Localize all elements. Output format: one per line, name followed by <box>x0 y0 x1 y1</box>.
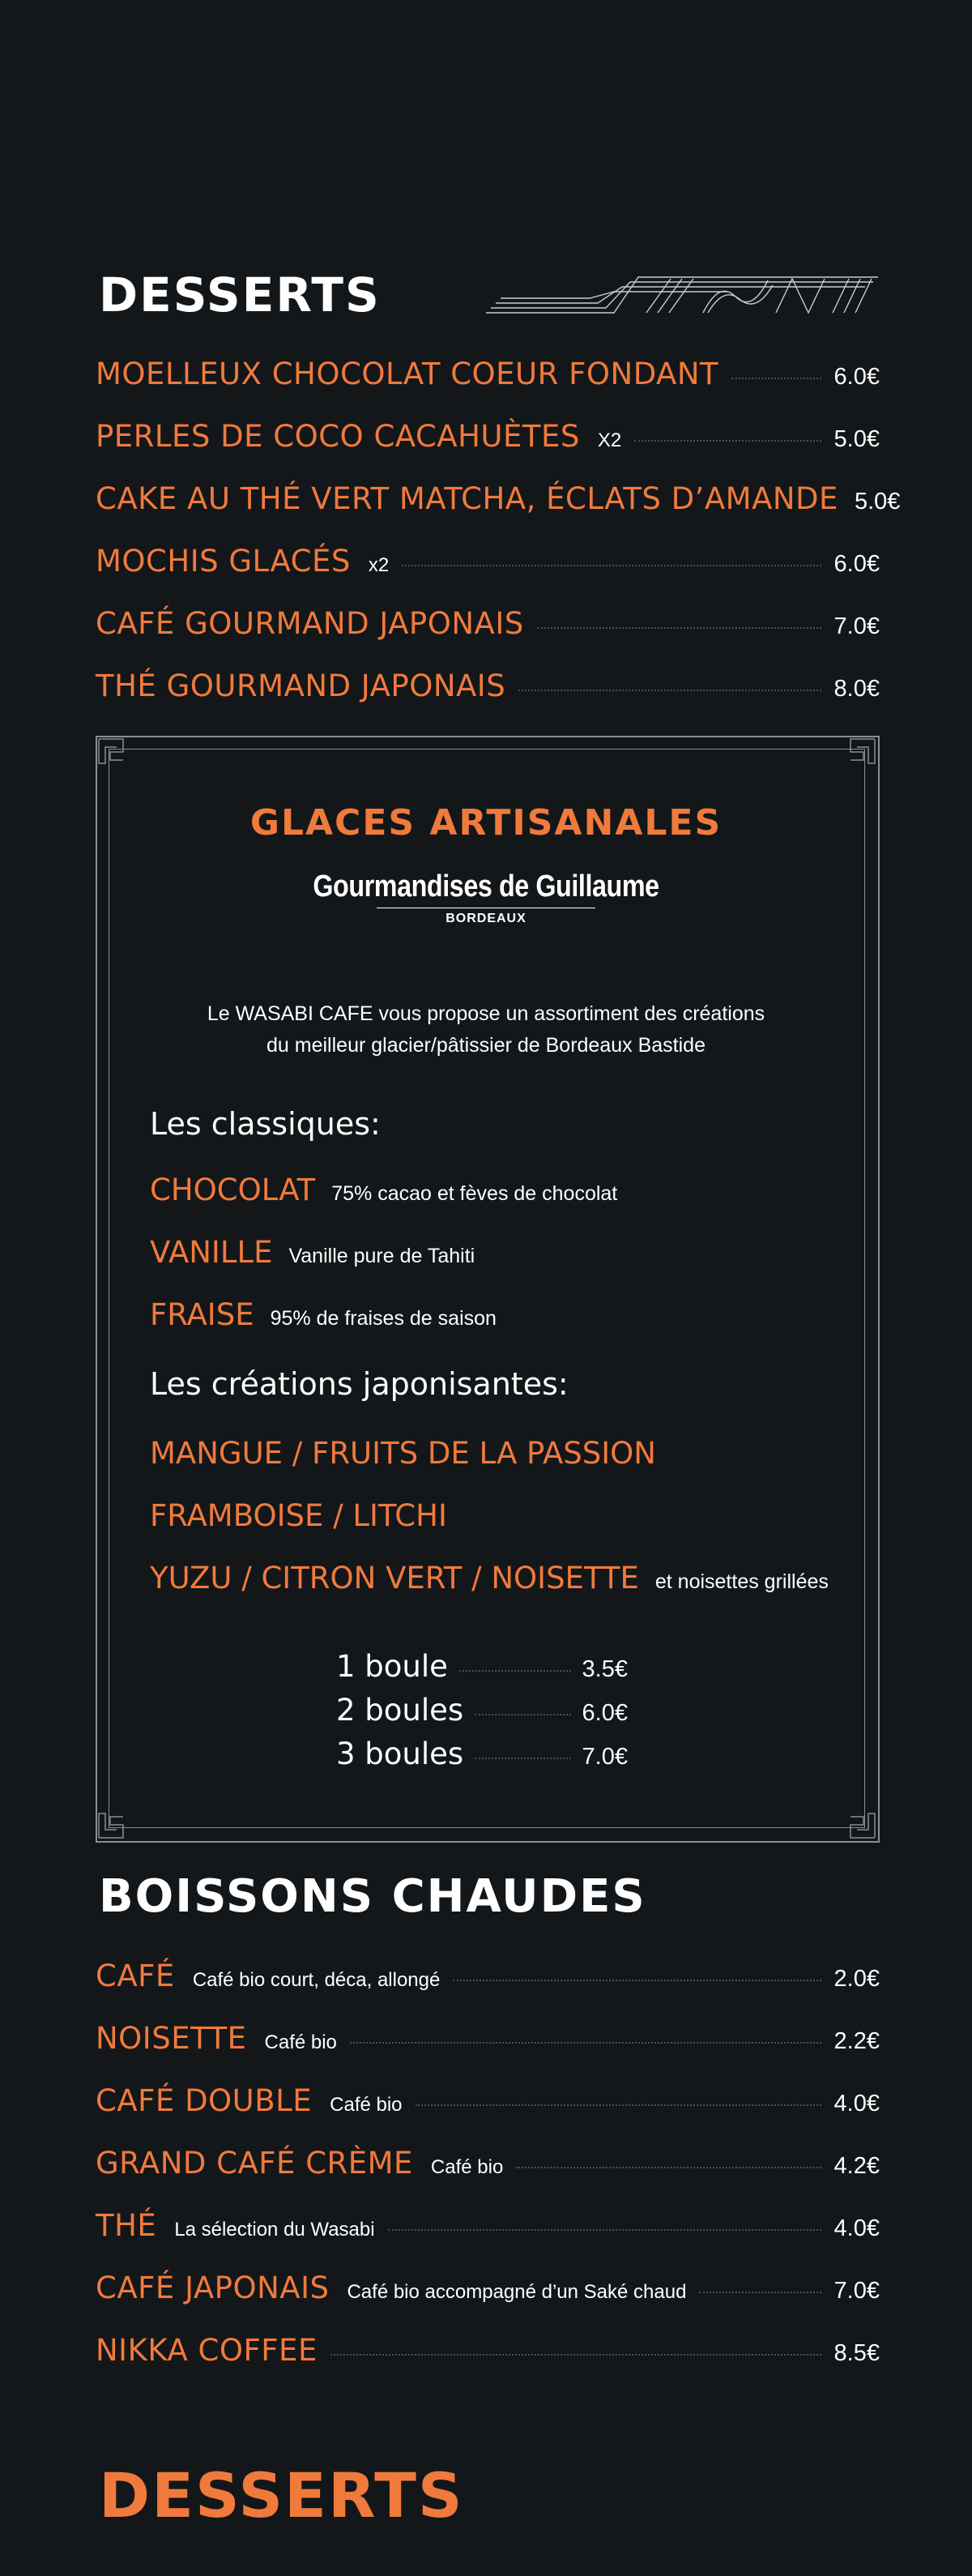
boule-price: 3.5€ <box>582 1656 628 1682</box>
dessert-item <box>96 606 880 641</box>
item-name: CAKE AU THÉ VERT MATCHA, ÉCLATS D’AMANDE <box>96 481 838 516</box>
item-sub: X2 <box>597 429 622 451</box>
glace-name: FRAMBOISE / LITCHI <box>150 1498 447 1533</box>
dessert-item <box>96 669 880 703</box>
item-name: CAFÉ GOURMAND JAPONAIS <box>96 606 524 641</box>
item-name: THÉ <box>96 2208 157 2243</box>
item-name: MOCHIS GLACÉS <box>96 544 351 579</box>
item-price: 7.0€ <box>833 613 880 639</box>
glace-item <box>150 1235 475 1270</box>
item-price: 4.0€ <box>833 2091 880 2117</box>
dot-leader <box>475 1714 570 1715</box>
dot-leader <box>416 2104 821 2106</box>
glaces-title: GLACES ARTISANALES <box>249 802 723 844</box>
item-price: 8.0€ <box>833 676 880 702</box>
boule-name: 1 boule <box>336 1649 448 1684</box>
boisson-item <box>96 2333 880 2368</box>
boisson-item <box>96 2271 880 2305</box>
dot-leader <box>699 2292 821 2293</box>
glace-name: MANGUE / FRUITS DE LA PASSION <box>150 1436 656 1471</box>
item-sub: Café bio <box>430 2156 504 2178</box>
intro-line: Le WASABI CAFE vous propose un assortiment des créations <box>207 1002 765 1025</box>
dot-leader <box>459 1670 571 1672</box>
glace-item <box>150 1498 447 1533</box>
item-price: 2.0€ <box>833 1966 880 1992</box>
dot-leader <box>350 2042 821 2044</box>
dot-leader <box>453 1980 821 1981</box>
item-sub: x2 <box>368 554 390 576</box>
corner-ornament <box>96 1809 128 1841</box>
item-price: 5.0€ <box>854 489 901 515</box>
boisson-item <box>96 2021 880 2056</box>
glace-item <box>150 1297 497 1332</box>
boisson-item <box>96 2083 880 2118</box>
decorative-waves <box>484 272 878 316</box>
brand-name: Gourmandises de Guillaume <box>313 869 659 904</box>
dessert-item <box>96 544 880 579</box>
item-name: NOISETTE <box>96 2021 247 2056</box>
boule-price-row <box>336 1649 628 1684</box>
boisson-item <box>96 1959 880 1993</box>
dot-leader <box>537 627 821 629</box>
item-name: GRAND CAFÉ CRÈME <box>96 2146 413 2181</box>
item-price: 6.0€ <box>833 551 880 577</box>
dot-leader <box>402 565 821 566</box>
desserts-title: DESSERTS <box>99 267 381 323</box>
dessert-item <box>96 481 901 516</box>
intro-line: du meilleur glacier/pâtissier de Bordeaux Bastide <box>266 1034 706 1057</box>
glace-sub: Vanille pure de Tahiti <box>288 1245 475 1267</box>
item-price: 7.0€ <box>833 2278 880 2304</box>
item-sub: Café bio accompagné d’un Saké chaud <box>347 2281 687 2303</box>
item-price: 4.0€ <box>833 2215 880 2241</box>
item-price: 2.2€ <box>833 2028 880 2054</box>
boule-name: 2 boules <box>336 1693 464 1728</box>
glace-sub: 95% de fraises de saison <box>270 1307 497 1330</box>
item-name: PERLES DE COCO CACAHUÈTES <box>96 419 580 454</box>
glaces-intro <box>0 998 972 1062</box>
item-name: MOELLEUX CHOCOLAT COEUR FONDANT <box>96 357 719 391</box>
boule-price-row <box>336 1693 628 1728</box>
glace-item <box>150 1561 829 1596</box>
item-sub: Café bio court, déca, allongé <box>192 1969 441 1991</box>
dot-leader <box>518 690 821 691</box>
dot-leader <box>388 2229 821 2231</box>
boule-price: 6.0€ <box>582 1700 628 1726</box>
item-price: 8.5€ <box>833 2340 880 2366</box>
dot-leader <box>330 2354 821 2356</box>
glace-name: CHOCOLAT <box>150 1173 316 1207</box>
brand-logo <box>0 869 972 926</box>
dot-leader <box>475 1758 570 1759</box>
desserts-footer-title: DESSERTS <box>99 2459 464 2531</box>
item-sub: Café bio <box>264 2031 337 2053</box>
glace-name: VANILLE <box>150 1235 273 1270</box>
dessert-item <box>96 419 880 454</box>
glace-item <box>150 1173 617 1207</box>
boule-name: 3 boules <box>336 1737 464 1771</box>
item-sub: Café bio <box>330 2094 403 2116</box>
item-price: 5.0€ <box>833 426 880 452</box>
corner-ornament <box>846 1809 878 1841</box>
dot-leader <box>634 440 821 442</box>
boissons-title: BOISSONS CHAUDES <box>99 1870 646 1923</box>
boule-price: 7.0€ <box>582 1744 628 1770</box>
boisson-item <box>96 2208 880 2243</box>
item-name: CAFÉ DOUBLE <box>96 2083 313 2118</box>
glace-sub: et noisettes grillées <box>654 1570 829 1593</box>
brand-city: BORDEAUX <box>446 912 526 925</box>
glace-item <box>150 1436 656 1471</box>
glace-name: YUZU / CITRON VERT / NOISETTE <box>150 1561 639 1596</box>
corner-ornament <box>96 736 128 768</box>
boisson-item <box>96 2146 880 2181</box>
glace-sub: 75% cacao et fèves de chocolat <box>331 1182 618 1205</box>
dot-leader <box>516 2167 821 2168</box>
item-price: 4.2€ <box>833 2153 880 2179</box>
item-name: THÉ GOURMAND JAPONAIS <box>96 669 506 703</box>
dessert-item <box>96 357 880 391</box>
corner-ornament <box>846 736 878 768</box>
glace-name: FRAISE <box>150 1297 254 1332</box>
item-sub: La sélection du Wasabi <box>174 2219 375 2241</box>
item-name: NIKKA COFFEE <box>96 2333 318 2368</box>
item-name: CAFÉ JAPONAIS <box>96 2271 330 2305</box>
boule-price-row <box>336 1737 628 1771</box>
item-name: CAFÉ <box>96 1959 175 1993</box>
dot-leader <box>731 378 821 379</box>
creations-heading: Les créations japonisantes: <box>150 1366 569 1402</box>
item-price: 6.0€ <box>833 364 880 390</box>
classiques-heading: Les classiques: <box>150 1106 381 1142</box>
